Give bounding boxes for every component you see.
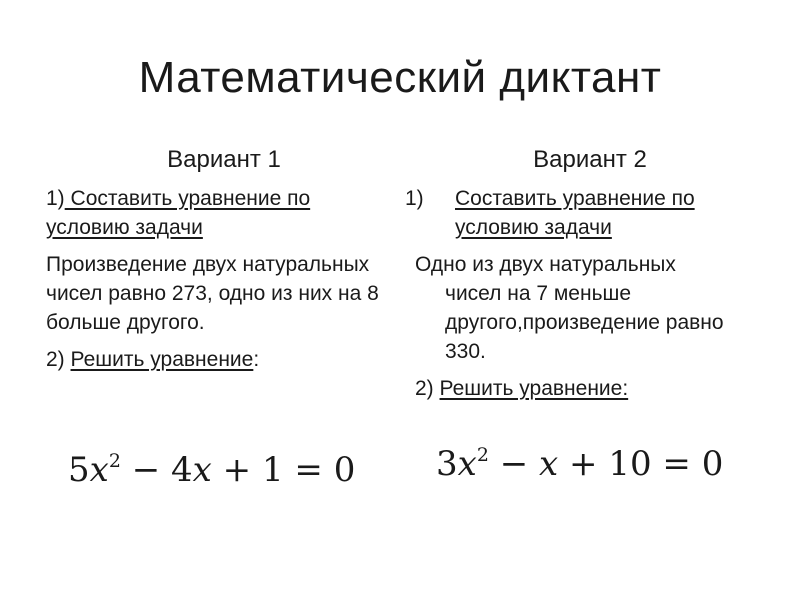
variant-2-task-2-number: 2) (415, 377, 434, 400)
variant-2-task-1-number: 1) (405, 187, 424, 210)
equation-term: − (488, 444, 540, 484)
variant-2-problem (405, 250, 765, 366)
equation-variable: x (539, 444, 559, 484)
variant-1-heading: Вариант 1 (167, 146, 281, 173)
equation-tail: + 1 = 0 (211, 450, 356, 490)
variant-2-equation (436, 444, 723, 484)
equation-term: − 4 (120, 450, 193, 490)
equation-coefficient: 3 (436, 444, 458, 484)
variant-2-task-1 (405, 184, 765, 242)
variant-2-task-1-text: Составить уравнение по условию задачи (455, 187, 695, 239)
equation-coefficient: 5 (68, 450, 90, 490)
variant-1-task-1-number: 1) (46, 187, 65, 210)
variant-2-heading: Вариант 2 (533, 146, 647, 173)
variant-2-problem-rest: чисел на 7 меньше другого,произведение равно 330. (445, 282, 724, 363)
variant-1-task-2-colon: : (253, 348, 260, 371)
variant-1-column (46, 144, 396, 382)
variant-1-task-2-number: 2) (46, 348, 65, 371)
variant-1-problem: Произведение двух натуральных чисел равно 273, одно из них на 8 больше другого. (46, 253, 379, 334)
equation-variable: x (89, 450, 109, 490)
variant-2-task-2-text: Решить уравнение: (439, 377, 629, 400)
variant-1-task-2-text: Решить уравнение (70, 348, 254, 371)
variant-2-task-2 (405, 374, 765, 403)
equation-variable: x (457, 444, 477, 484)
page-title: Математический диктант (138, 53, 662, 102)
variant-2-column (405, 144, 765, 411)
variant-2-problem-line-1: Одно из двух натуральных (415, 253, 676, 276)
variant-1-task-1 (46, 184, 396, 242)
variant-1-equation (68, 450, 355, 490)
equation-power: 2 (108, 450, 121, 472)
equation-variable: x (192, 450, 212, 490)
equation-power: 2 (476, 444, 489, 466)
variant-1-task-2 (46, 345, 396, 374)
equation-tail: + 10 = 0 (558, 444, 724, 484)
variant-1-task-1-text: Составить уравнение по условию задачи (46, 187, 311, 239)
